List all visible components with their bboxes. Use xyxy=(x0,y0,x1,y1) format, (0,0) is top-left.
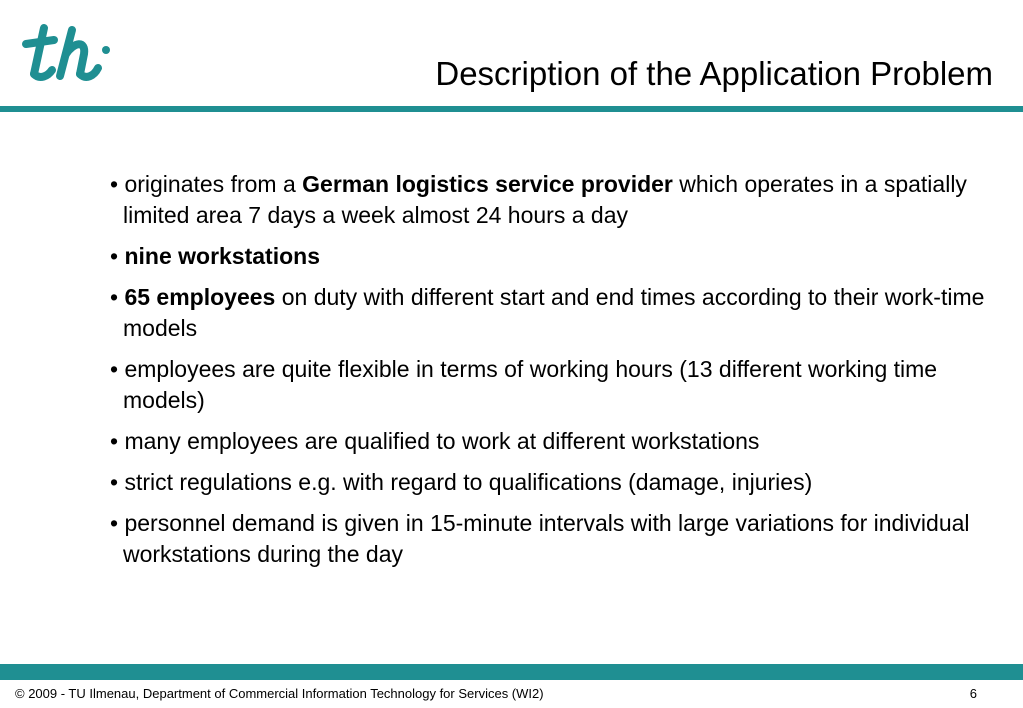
bullet-marker: • xyxy=(110,356,119,382)
bullet-text: originates from a xyxy=(118,171,303,197)
bullet-bold-text: German logistics service provider xyxy=(302,171,673,197)
bullet-text: which operates in a spatially limited area 7 days a week almost 24 hours a day xyxy=(123,171,967,228)
bullet-item xyxy=(110,282,990,344)
bullet-text: many employees are qualified to work at different workstations xyxy=(118,428,760,454)
bullet-item xyxy=(110,467,990,498)
bullet-text: employees are quite flexible in terms of working hours (13 different working time models) xyxy=(118,356,938,413)
bullet-item xyxy=(110,241,990,272)
bullet-text: strict regulations e.g. with regard to qualifications (damage, injuries) xyxy=(118,469,813,495)
bullet-item xyxy=(110,426,990,457)
footer-copyright: © 2009 - TU Ilmenau, Department of Commercial Information Technology for Services (WI2) xyxy=(15,686,544,701)
bullet-bold-text: nine workstations xyxy=(124,243,320,269)
bullet-bold-text: 65 employees xyxy=(124,284,276,310)
bullet-marker: • xyxy=(110,284,119,310)
bullet-marker: • xyxy=(110,469,119,495)
bullet-marker: • xyxy=(110,171,119,197)
footer-bar xyxy=(0,664,1023,680)
tu-ilmenau-logo-icon xyxy=(20,20,116,86)
page-title: Description of the Application Problem xyxy=(435,55,993,92)
bullet-marker: • xyxy=(110,510,119,536)
bullet-item xyxy=(110,354,990,416)
bullet-marker: • xyxy=(110,428,119,454)
bullet-item xyxy=(110,508,990,570)
bullet-marker: • xyxy=(110,243,119,269)
bullet-item xyxy=(110,169,990,231)
page-number: 6 xyxy=(969,686,977,701)
bullet-list xyxy=(110,169,990,580)
header-divider xyxy=(0,106,1023,112)
bullet-text: on duty with different start and end times according to their work-time models xyxy=(123,284,985,341)
bullet-text: personnel demand is given in 15-minute intervals with large variations for individual workstations during the day xyxy=(118,510,970,567)
